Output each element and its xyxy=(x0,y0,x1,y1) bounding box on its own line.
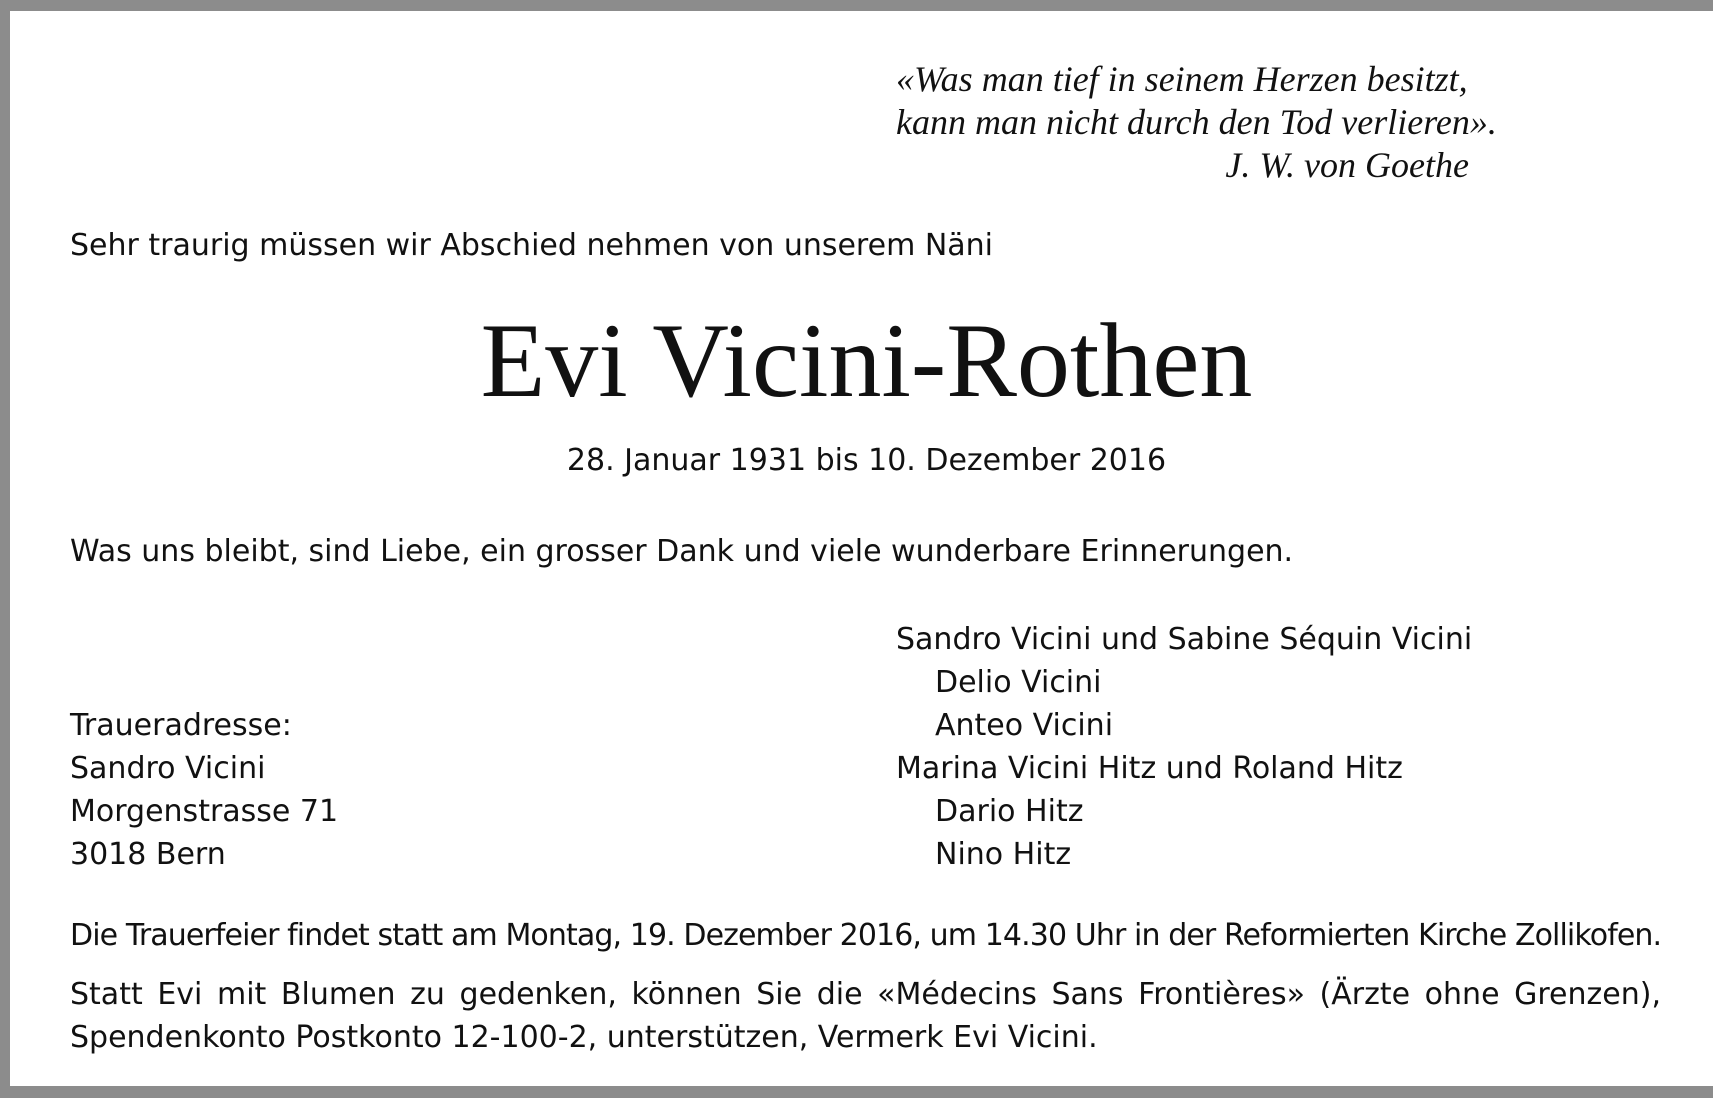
donation-line-2: Spendenkonto Postkonto 12-100-2, unterstützen, Vermerk Evi Vicini. xyxy=(70,1020,1098,1055)
address-label: Traueradresse: xyxy=(70,708,292,743)
life-dates: 28. Januar 1931 bis 10. Dezember 2016 xyxy=(566,443,1167,478)
quote-line-1: «Was man tief in seinem Herzen besitzt, xyxy=(896,59,1468,99)
deceased-name: Evi Vicini-Rothen xyxy=(480,302,1253,419)
family-list xyxy=(896,618,1472,876)
family-member: Sandro Vicini und Sabine Séquin Vicini xyxy=(896,622,1473,657)
donation-info xyxy=(70,973,1661,1059)
donation-line-1: Statt Evi mit Blumen zu gedenken, können Sie die «Médecins Sans Frontières» (Ärzte ohne Grenzen), xyxy=(70,977,1661,1012)
goethe-quote xyxy=(896,58,1497,187)
service-info: Die Trauerfeier findet statt am Montag, 19. Dezember 2016, um 14.30 Uhr in der Reformierten Kirche Zollikofen. xyxy=(70,918,1662,953)
quote-author: J. W. von Goethe xyxy=(1225,145,1469,185)
family-member: Delio Vicini xyxy=(935,665,1102,700)
family-member: Dario Hitz xyxy=(935,794,1084,829)
family-member: Marina Vicini Hitz und Roland Hitz xyxy=(896,751,1403,786)
quote-line-2: kann man nicht durch den Tod verlieren». xyxy=(896,102,1497,142)
legacy-text: Was uns bleibt, sind Liebe, ein grosser Dank und viele wunderbare Erinnerungen. xyxy=(70,534,1294,569)
family-member: Nino Hitz xyxy=(935,837,1072,872)
family-member: Anteo Vicini xyxy=(935,708,1114,743)
intro-text: Sehr traurig müssen wir Abschied nehmen von unserem Näni xyxy=(70,228,993,263)
mourning-address xyxy=(70,704,338,876)
address-city: 3018 Bern xyxy=(70,837,226,872)
address-name: Sandro Vicini xyxy=(70,751,266,786)
address-street: Morgenstrasse 71 xyxy=(70,794,339,829)
